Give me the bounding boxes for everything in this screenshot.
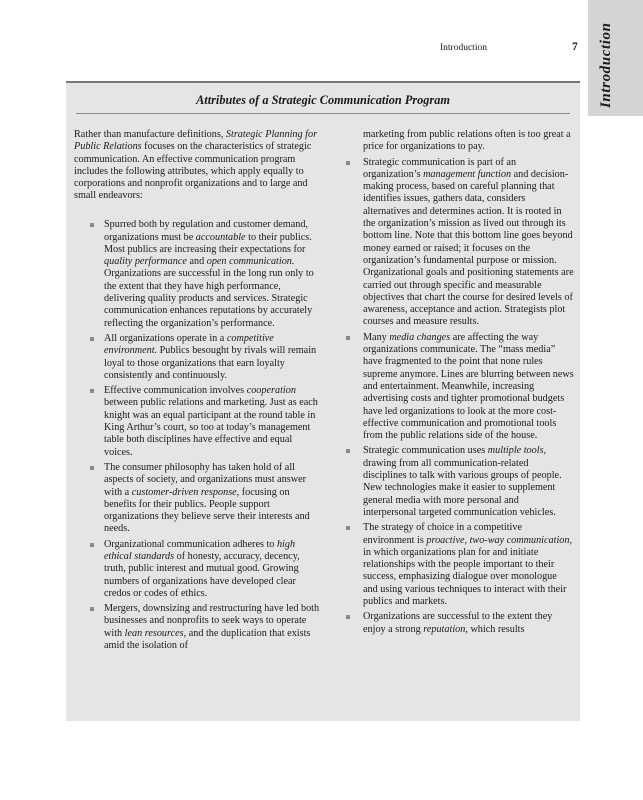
bullet-text: The strategy of choice in a competitive environment is proactive, two-way communication, in which organizations plan for and initiate relationships with the people important to their success, emphasizing dialogue over monologue and using various techniques to interact with their publics and markets. <box>363 522 573 607</box>
bullet-item <box>346 332 574 443</box>
bullet-square-icon <box>346 336 350 340</box>
bullet-item <box>74 385 320 459</box>
chapter-tab-label: Introduction <box>598 22 614 108</box>
bullet-text: Mergers, downsizing and restructuring have led both businesses and nonprofits to seek ways to operate with lean resources, and the duplication that exists amid the isolation of <box>104 603 320 652</box>
running-header-section: Introduction <box>440 43 487 53</box>
right-column <box>346 129 574 639</box>
bullet-text: Organizations are successful to the extent they enjoy a strong reputation, which results <box>363 611 553 635</box>
title-rule <box>76 113 570 114</box>
bullet-square-icon <box>346 526 350 530</box>
bullet-square-icon <box>90 607 94 611</box>
bullet-item <box>74 462 320 536</box>
page-number: 7 <box>572 41 578 53</box>
bullet-square-icon <box>346 615 350 619</box>
bullet-square-icon <box>346 161 350 165</box>
bullet-item <box>346 611 574 636</box>
bullet-square-icon <box>346 449 350 453</box>
bullet-text: All organizations operate in a competitive environment. Publics besought by rivals will remain loyal to those organizations that earn loyalty consistently and continuously. <box>104 332 317 381</box>
bullet-item <box>74 603 320 652</box>
bullet-text: Organizational communication adheres to high ethical standards of honesty, accuracy, decency, truth, public interest and mutual good. Growing numbers of organizations have developed clear credos or codes of ethics. <box>104 538 300 599</box>
right-bullet-list <box>346 157 574 636</box>
bullet-text: Many media changes are affecting the way organizations communicate. The “mass media” have fragmented to the point that none rules supreme anymore. Lines are blurring between news and entertainment. Meanwhile, increasing advertising costs and tighter promotional budgets have led organizations to look at the more cost-effective communication and promotional tools from the public relations side of the house. <box>363 331 574 442</box>
bullet-text: Strategic communication is part of an organization’s management function and decision-making process, based on careful planning that identifies issues, gathers data, considers alternatives and determines action. It is rooted in the organization’s mission as lived out through its bottom line. Note that this bottom line goes beyond money earned or raised; it focuses on the organization’s fundamental purpose or mission. Organizational goals and positioning statements are carried out through specific and measurable objectives that chart the course for desired levels of awareness, acceptance and action. Strategists plot courses and measure results. <box>363 156 574 328</box>
bullet-square-icon <box>90 543 94 547</box>
bullet-item <box>346 157 574 329</box>
bullet-item <box>74 219 320 330</box>
bullet-item <box>346 522 574 608</box>
bullet-item <box>74 539 320 600</box>
left-column <box>74 129 320 655</box>
bullet-square-icon <box>90 389 94 393</box>
chapter-tab <box>588 0 643 116</box>
bullet-text: Effective communication involves cooperation between public relations and marketing. Just as each knight was an equal participant at the round table in King Arthur’s court, so too at today’s management table both disciplines have effective and equal voices. <box>104 385 318 458</box>
bullet-item <box>74 333 320 382</box>
bullet-square-icon <box>90 223 94 227</box>
bullet-text: Strategic communication uses multiple tools, drawing from all communication-related disciplines to talk with various groups of people. New technologies make it easier to supplement general media with more personal and interpersonal targeted communication vehicles. <box>363 445 562 518</box>
left-bullet-list <box>74 219 320 652</box>
bullet-square-icon <box>90 466 94 470</box>
bullet-item <box>346 445 574 519</box>
bullet-text: The consumer philosophy has taken hold of all aspects of society, and organizations must answer with a customer-driven response, focusing on benefits for their publics. People support organizations they believe serve their interests and needs. <box>104 461 310 535</box>
bullet-square-icon <box>90 337 94 341</box>
intro-paragraph: Rather than manufacture definitions, Strategic Planning for Public Relations focuses on the characteristics of strategic communication. An effective communication program includes the following attributes, which apply equally to corporations and nonprofit organizations and to large and small endeavors: <box>74 129 318 202</box>
box-title: Attributes of a Strategic Communication Program <box>196 93 450 107</box>
continued-text: marketing from public relations often is too great a price for organizations to pay. <box>363 129 571 153</box>
bullet-text: Spurred both by regulation and customer demand, organizations must be accountable to their publics. Most publics are increasing their expectations for quality performance and open communication. Organizations are successful in the long run only to the extent that they have high performance, delivering quality products and services. Strategic communication enhances reputations by accurately reflecting the organization’s performance. <box>104 219 314 329</box>
